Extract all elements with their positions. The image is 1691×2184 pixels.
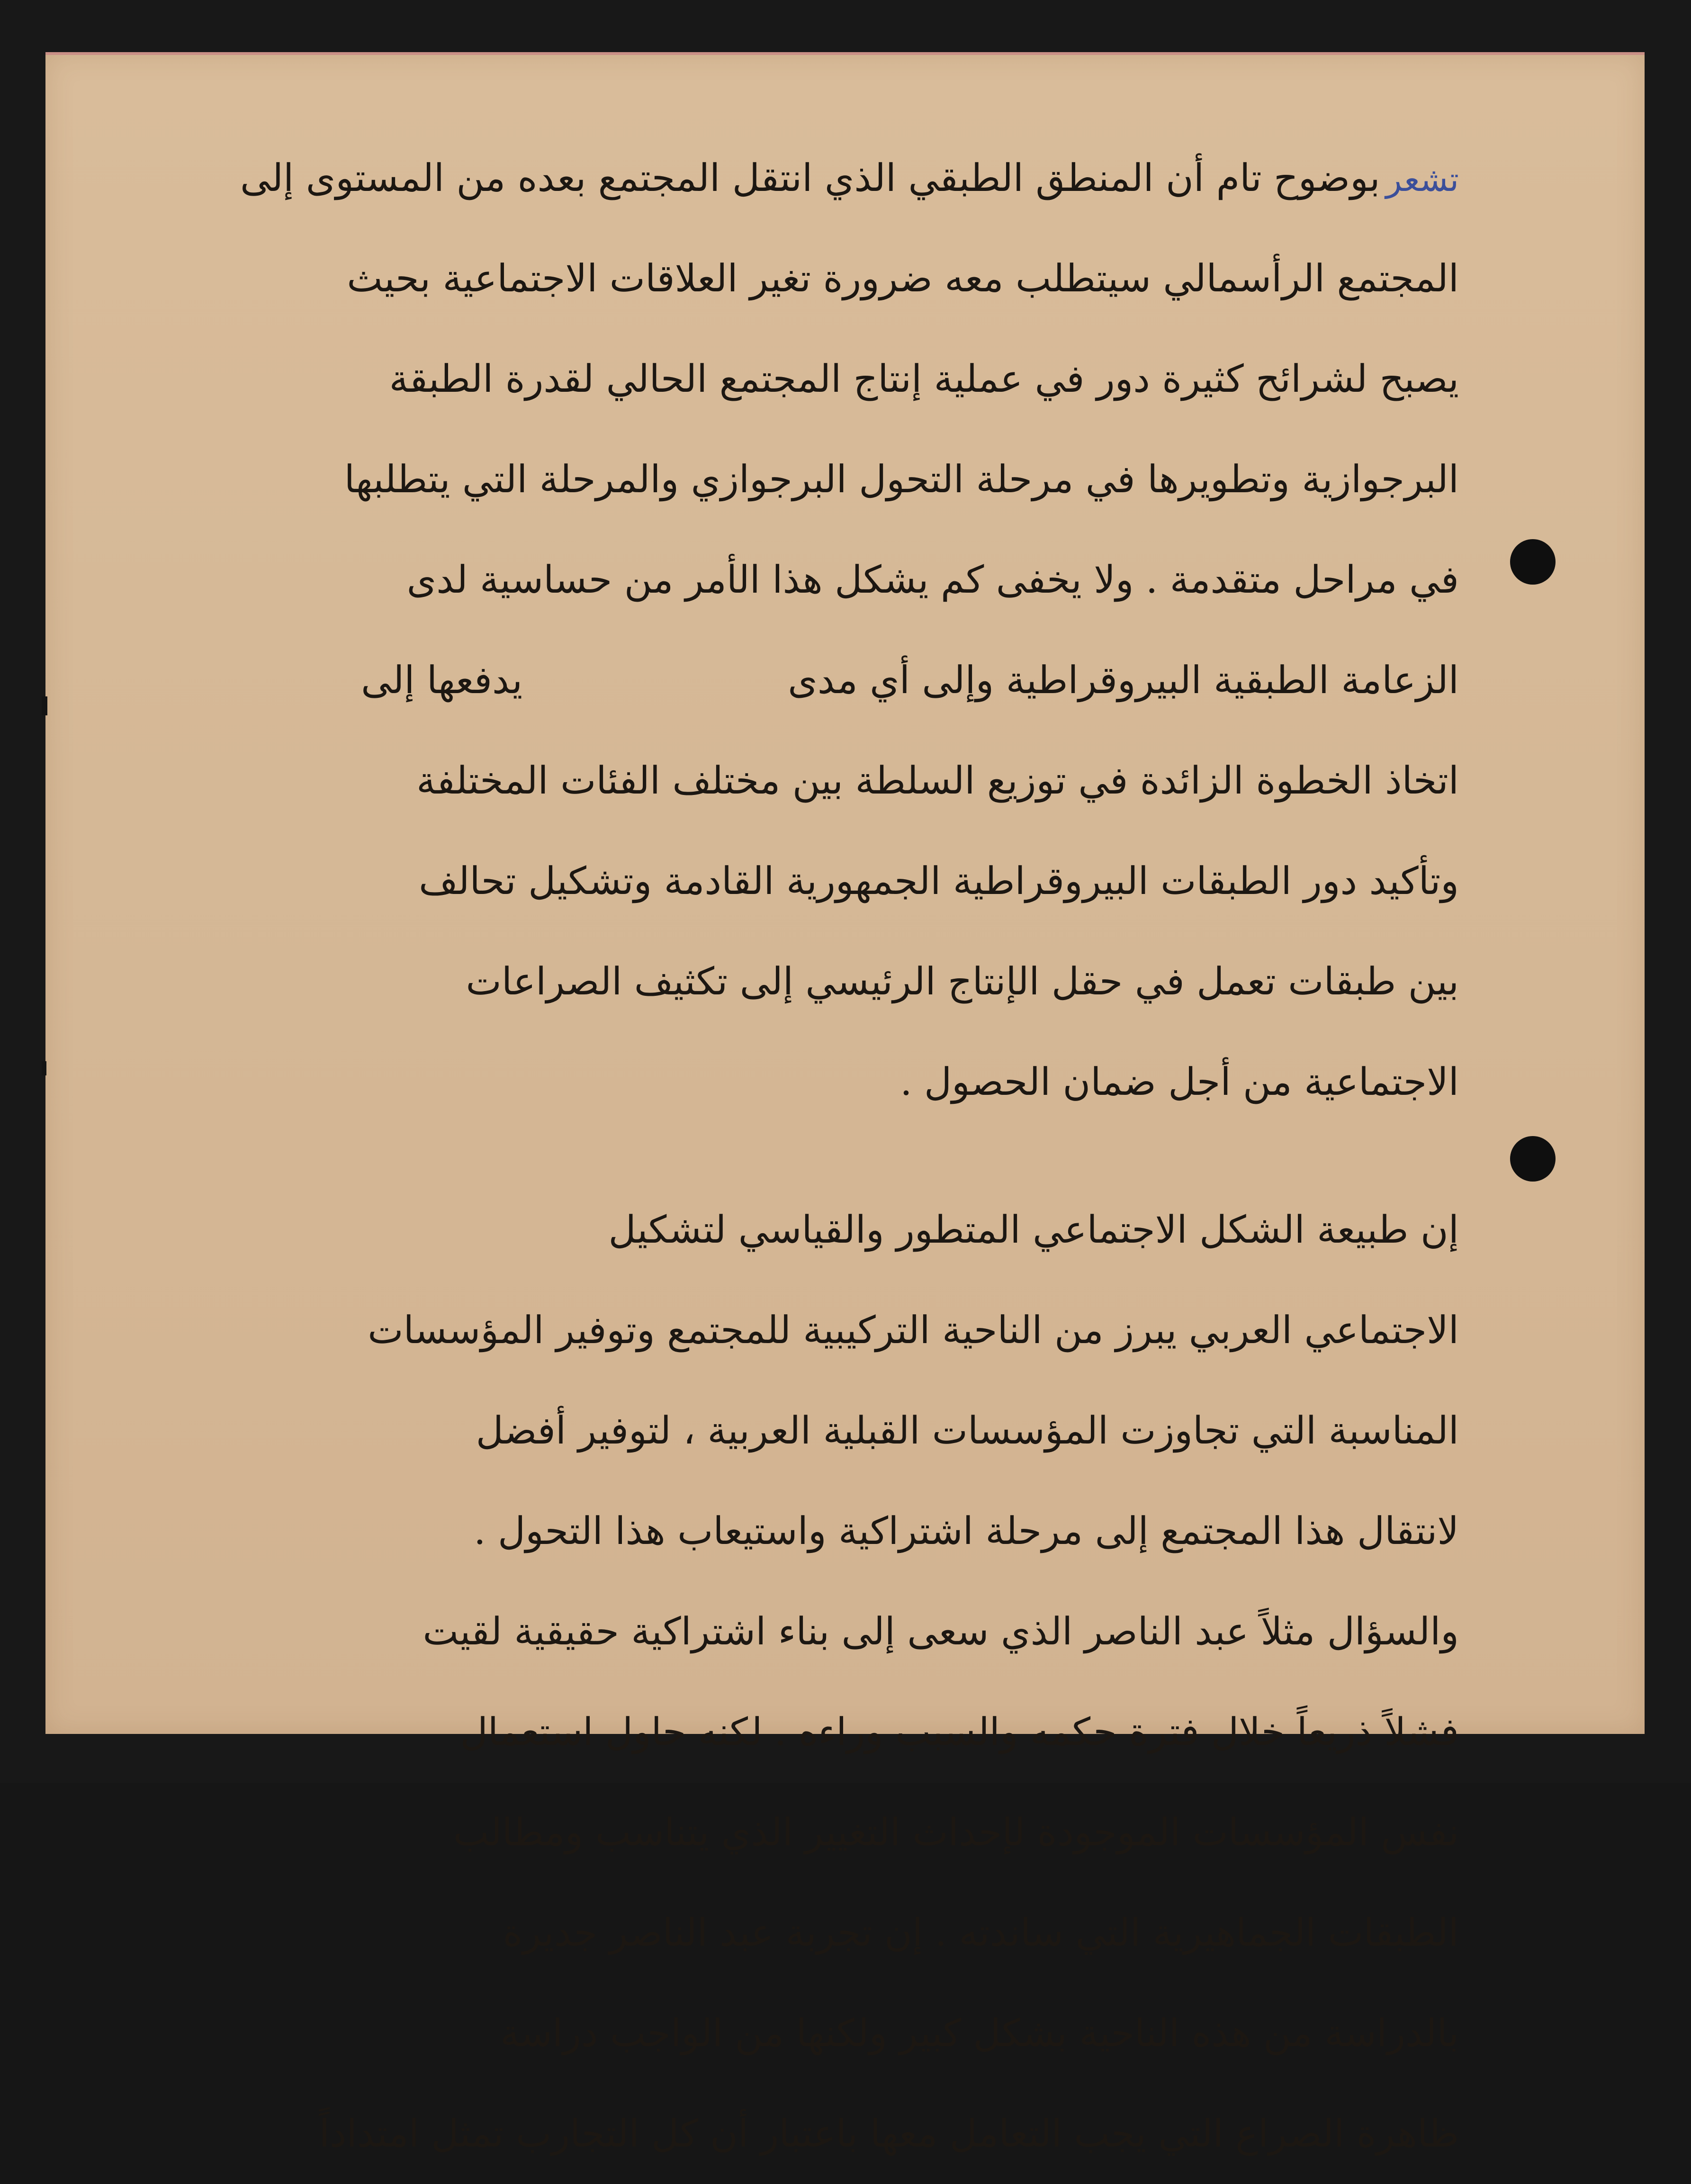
margin-note: تشعر xyxy=(1385,160,1459,199)
punch-hole-top xyxy=(1510,539,1556,585)
text-line: الطبقات الجماهيرية التي ساندته . إن تجربة عبد الناصر جديرة xyxy=(503,1911,1459,1955)
handwritten-text xyxy=(104,128,1459,2184)
text-line: ظاهرة الصراع التي يجب التعامل معها باعتبار أن كل التجارب تمثل امتداداً xyxy=(319,2112,1459,2156)
paper-edge-nick xyxy=(42,696,47,715)
text-line: الاجتماعي العربي يبرز من الناحية التركيبية للمجتمع وتوفير المؤسسات xyxy=(368,1308,1459,1352)
line-text: الزعامة الطبقية البيروقراطية وإلى أي مدى xyxy=(788,658,1459,702)
paper-top-edge xyxy=(45,52,1645,55)
text-line: الاجتماعية من أجل ضمان الحصول . xyxy=(900,1060,1459,1104)
text-line: وتأكيد دور الطبقات البيروقراطية الجمهورية القادمة وتشكيل تحالف xyxy=(419,859,1459,903)
text-line: لانتقال هذا المجتمع إلى مرحلة اشتراكية واستيعاب هذا التحول . xyxy=(474,1509,1459,1553)
paragraph-break xyxy=(104,1132,1459,1180)
text-line: في مراحل متقدمة . ولا يخفى كم يشكل هذا الأمر من حساسية لدى xyxy=(406,558,1459,602)
text-line xyxy=(104,128,1459,228)
text-line: البرجوازية وتطويرها في مرحلة التحول البرجوازي والمرحلة التي يتطلبها xyxy=(344,457,1459,501)
punch-hole-bottom xyxy=(1510,1136,1556,1182)
text-line: اتخاذ الخطوة الزائدة في توزيع السلطة بين مختلف الفئات المختلفة xyxy=(416,758,1459,803)
text-line: يصبح لشرائح كثيرة دور في عملية إنتاج المجتمع الحالي لقدرة الطبقة xyxy=(389,357,1459,401)
text-line: نفس المؤسسات الموجودة لإحداث التغيير الذي يتناسب ومطالب xyxy=(453,1810,1459,1854)
line-text: بوضوح تام أن المنطق الطبقي الذي انتقل المجتمع بعده من المستوى إلى xyxy=(240,156,1380,200)
text-line: المناسبة التي تجاوزت المؤسسات القبلية العربية ، لتوفير أفضل xyxy=(476,1408,1459,1453)
text-line: فشلاً ذريعاً خلال فترة حكمه والسبب وراءه . لكنه حاول استعمال xyxy=(460,1710,1459,1754)
text-line: بين طبقات تعمل في حقل الإنتاج الرئيسي إلى تكثيف الصراعات xyxy=(466,959,1459,1003)
text-line xyxy=(104,630,1459,731)
paper-edge-nick xyxy=(42,1061,46,1075)
text-line: المجتمع الرأسمالي سيتطلب معه ضرورة تغير العلاقات الاجتماعية بحيث xyxy=(347,256,1459,300)
text-line: والسؤال مثلاً عبد الناصر الذي سعى إلى بناء اشتراكية حقيقية لقيت xyxy=(423,1609,1459,1653)
text-line: بالدراسة من هذه الناحية بشكل كبير ولكنها من الواجب دراسة xyxy=(500,2011,1459,2055)
text-line: إن طبيعة الشكل الاجتماعي المتطور والقياسي لتشكيل xyxy=(608,1208,1459,1252)
line-text: يدفعها إلى xyxy=(361,658,523,702)
